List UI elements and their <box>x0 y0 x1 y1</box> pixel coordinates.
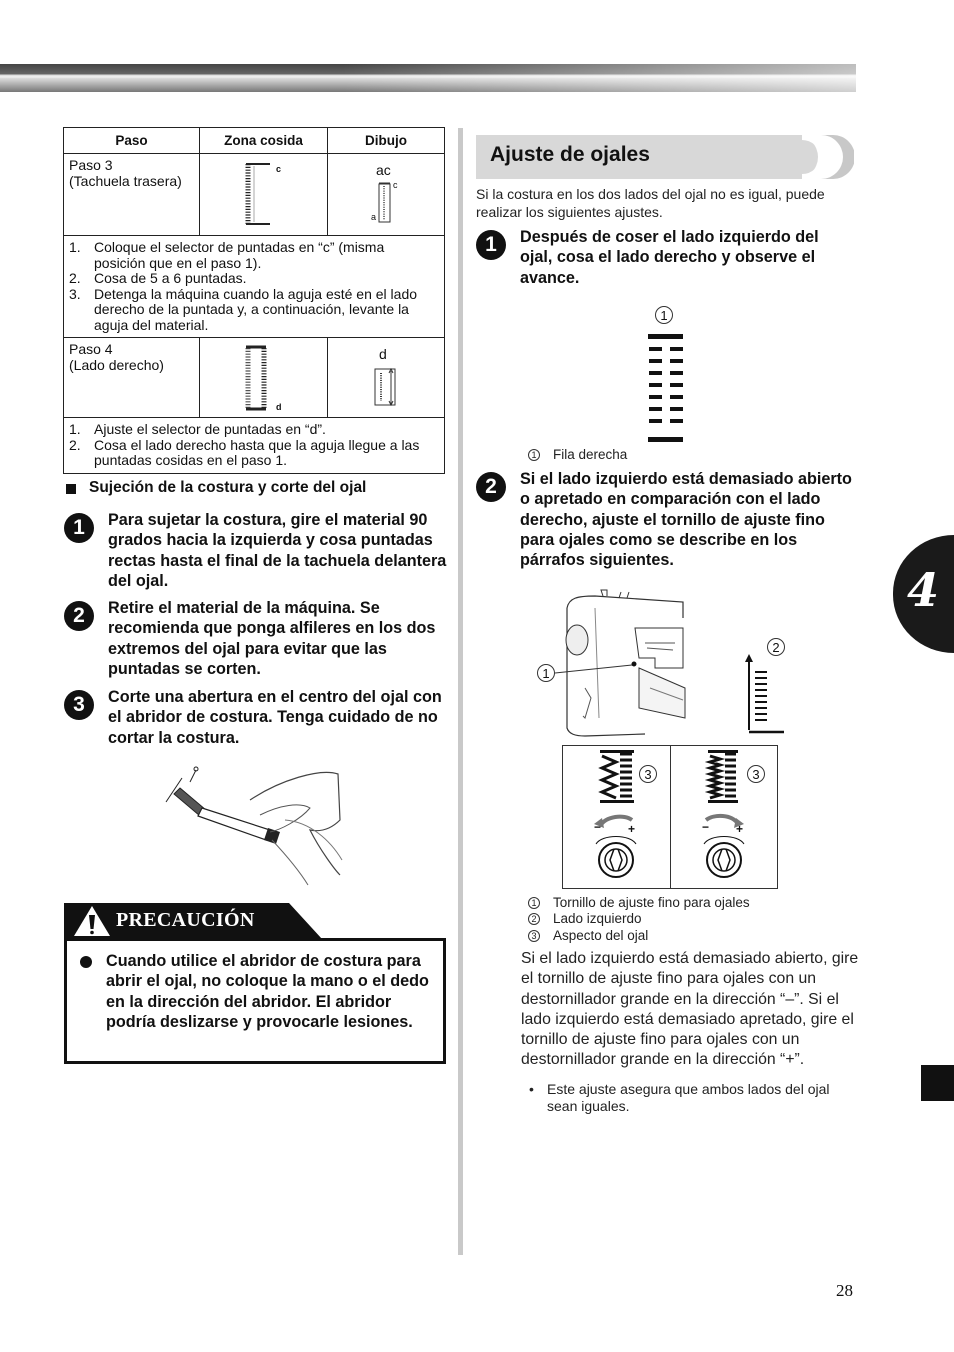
left-step-1: 1 Para sujetar la costura, gire el material 90 grados hacia la izquierda y cosa puntadas rectas hasta el final de la tachuela delantera del ojal. <box>64 510 449 591</box>
bullet-icon <box>80 956 92 968</box>
minus-sign: − <box>594 820 602 834</box>
paso-3-cell: Paso 3 (Tachuela trasera) <box>64 154 200 236</box>
step-number-icon: 1 <box>476 230 506 260</box>
zona-letter-c: c <box>276 164 282 174</box>
right-row-stitch-figure <box>645 330 685 445</box>
page-title: Ajuste de ojales <box>490 143 650 166</box>
dibujo-step3-cell <box>328 154 445 236</box>
caution-title: PRECAUCIÓN <box>116 909 255 931</box>
step-number-icon: 2 <box>476 472 506 502</box>
dibujo-step4-cell <box>328 338 445 418</box>
zona-letter-d: d <box>276 402 282 412</box>
dibujo-label-a: a <box>371 212 377 222</box>
left-step-3: 3 Corte una abertura en el centro del ojal con el abridor de costura. Tenga cuidado de no cortar la costura. <box>64 687 449 748</box>
fig1-caption: 1 Fila derecha <box>528 447 627 464</box>
step3-instructions <box>64 236 445 338</box>
callout-1: 1 <box>655 306 673 324</box>
pattern-d-icon <box>328 338 438 416</box>
caution-text: Cuando utilice el abridor de costura para abrir el ojal, no coloque la mano o el dedo en la dirección del abridor. El abridor podría deslizarse y provocarle lesiones. <box>80 951 440 1032</box>
header-stripe <box>0 64 856 92</box>
seam-ripper-hand-illustration <box>160 760 350 890</box>
fig2-caption-2: 2 Lado izquierdo <box>528 911 642 928</box>
fig2-caption-3: 3 Aspecto del ojal <box>528 928 648 945</box>
pattern-ac-icon <box>328 154 438 232</box>
step-number-icon: 1 <box>64 513 94 543</box>
zona-cosida-step4-illustration <box>200 338 328 418</box>
stitch-zone-d-figure <box>200 338 328 416</box>
callout-3: 3 <box>747 765 765 783</box>
left-side-stitch-figure <box>742 652 788 734</box>
table-header-dibujo: Dibujo <box>328 128 445 154</box>
dibujo-label-d: d <box>379 346 387 362</box>
table-header-zona: Zona cosida <box>200 128 328 154</box>
chapter-tab <box>893 535 954 653</box>
column-divider <box>458 128 463 1255</box>
callout-1: 1 <box>537 664 555 682</box>
step4-instructions <box>64 418 445 474</box>
step-number-icon: 3 <box>64 690 94 720</box>
section-heading: Sujeción de la costura y corte del ojal <box>66 479 366 497</box>
sewing-machine-illustration <box>555 588 690 738</box>
table-header-paso: Paso <box>64 128 200 154</box>
plus-sign: + <box>628 822 636 836</box>
right-step-1: 1 Después de coser el lado izquierdo del ojal, cosa el lado derecho y observe el avance. <box>476 227 851 288</box>
list-item: 3. Detenga la máquina cuando la aguja esté en el lado derecho de la puntada y, a continuación, levante la aguja del material. <box>69 285 418 333</box>
zona-cosida-step3-illustration <box>200 154 328 236</box>
buttonhole-steps-table <box>63 127 445 474</box>
note-bullet: • Este ajuste asegura que ambos lados del ojal sean iguales. <box>529 1081 830 1114</box>
chapter-number: 4 <box>907 563 940 617</box>
list-item: 1. Ajuste el selector de puntadas en “d”. <box>69 421 326 437</box>
right-step-2: 2 Si el lado izquierdo está demasiado abierto o apretado en comparación con el lado derecho, ajuste el tornillo de ajuste fino para ojales como se describe en los párrafos siguientes. <box>476 469 861 570</box>
list-item: 2. Cosa el lado derecho hasta que la aguja llegue a las puntadas cosidas en el paso 1. <box>69 436 420 468</box>
step-number-icon: 2 <box>64 601 94 631</box>
square-bullet-icon <box>66 484 76 494</box>
dibujo-label-ac: ac <box>376 162 391 178</box>
list-item: 1. Coloque el selector de puntadas en “c” (misma posición que en el paso 1). <box>69 239 385 271</box>
intro-text: Si la costura en los dos lados del ojal no es igual, puede realizar los siguientes ajustes. <box>476 186 825 220</box>
adjustment-paragraph: Si el lado izquierdo está demasiado abierto, gire el tornillo de ajuste fino para ojales con un destornillador grande en la dirección “–”. Si el lado izquierdo está demasiado apretado, gire el tornillo de ajuste fino para ojales con un destornillador grande en la dirección “+”. <box>521 950 859 1069</box>
bullet-icon: • <box>529 1081 534 1097</box>
list-item: 2. Cosa de 5 a 6 puntadas. <box>69 270 247 286</box>
minus-sign: − <box>702 820 710 834</box>
callout-2: 2 <box>767 638 785 656</box>
plus-sign: + <box>736 822 744 836</box>
paso-4-cell: Paso 4 (Lado derecho) <box>64 338 200 418</box>
callout-3: 3 <box>639 765 657 783</box>
page-number: 28 <box>836 1281 853 1300</box>
left-step-2: 2 Retire el material de la máquina. Se recomienda que ponga alfileres en los dos extremos del ojal para evitar que las puntadas se corten. <box>64 598 449 679</box>
stitch-zone-c-figure <box>200 154 328 232</box>
dibujo-label-c: c <box>393 180 398 190</box>
side-marker <box>921 1065 954 1101</box>
fig2-caption-1: 1 Tornillo de ajuste fino para ojales <box>528 895 750 912</box>
